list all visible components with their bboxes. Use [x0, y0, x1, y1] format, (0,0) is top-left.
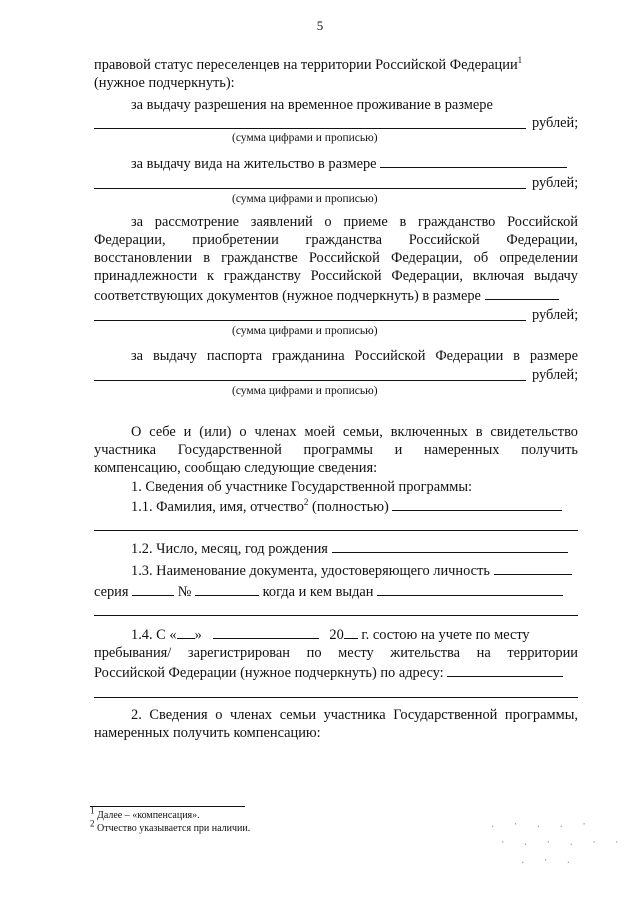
fee-passport: за выдачу паспорта гражданина Российской Федерации в размере: [131, 348, 578, 364]
issued-field-2[interactable]: [94, 615, 578, 616]
fee-citizenship-field-2[interactable]: [94, 320, 526, 321]
footnote-1-text: Далее – «компенсация».: [97, 810, 200, 821]
intro-line-2: (нужное подчеркнуть):: [94, 75, 235, 91]
fee-citizenship-line-1: за рассмотрение заявлений о приеме в гражданство Российской: [131, 214, 578, 230]
fee-passport-unit: рублей;: [532, 367, 579, 383]
fee-residence-permit-unit: рублей;: [532, 175, 579, 191]
fee-residence-permit: [131, 154, 567, 173]
section-2-line-1: 2. Сведения о членах семьи участника Государственной программы,: [131, 707, 578, 723]
year-field[interactable]: [344, 625, 358, 639]
section-1-title: 1. Сведения об участнике Государственной программы:: [131, 479, 472, 495]
id-document-field[interactable]: [494, 561, 572, 575]
about-line-2: участника Государственной программы и намеренных получить: [94, 442, 578, 458]
item-1-2-label: 1.2. Число, месяц, год рождения: [131, 541, 328, 557]
item-1-1: [131, 497, 562, 516]
fee-citizenship-line-2: Федерации, приобретении гражданства Российской Федерации,: [94, 232, 578, 248]
sum-caption-2: (сумма цифрами и прописью): [232, 193, 378, 205]
about-line-1: О себе и (или) о членах моей семьи, включенных в свидетельство: [131, 424, 578, 440]
item-1-4-quote: »: [194, 627, 202, 643]
number-label: №: [177, 584, 192, 600]
about-line-3: компенсацию, сообщаю следующие сведения:: [94, 460, 378, 476]
item-1-4-start: 1.4. С «: [131, 627, 177, 643]
fee-residence-permit-text: за выдачу вида на жительство в размере: [131, 156, 377, 172]
footnote-separator: [90, 806, 245, 807]
sum-caption-1: (сумма цифрами и прописью): [232, 132, 378, 144]
sum-caption-3: (сумма цифрами и прописью): [232, 325, 378, 337]
number-field[interactable]: [195, 582, 259, 596]
address-field-1[interactable]: [447, 663, 563, 677]
fee-citizenship-line-5: [94, 286, 559, 305]
footnote-ref-1: 1: [517, 55, 523, 66]
month-field[interactable]: [213, 625, 319, 639]
fee-citizenship-line-4: принадлежности к гражданству Российской Федерации, включая выдачу: [94, 268, 578, 284]
issued-label: когда и кем выдан: [262, 584, 374, 600]
fee-passport-field[interactable]: [94, 380, 526, 381]
section-2-line-2: намеренных получить компенсацию:: [94, 725, 321, 741]
item-1-4-line-3-text: Российской Федерации (нужное подчеркнуть) по адресу:: [94, 665, 444, 681]
birth-date-field[interactable]: [332, 539, 568, 553]
full-name-field-1[interactable]: [392, 497, 562, 511]
scan-specks-3: . · .: [520, 856, 578, 866]
id-document-details: [94, 582, 563, 601]
fee-residence-permit-field-1[interactable]: [380, 154, 567, 168]
fee-temporary-residence-field[interactable]: [94, 128, 526, 129]
sum-caption-4: (сумма цифрами и прописью): [232, 385, 378, 397]
footnote-1: [90, 805, 200, 822]
fee-citizenship-text: соответствующих документов (нужное подчеркнуть) в размере: [94, 288, 481, 304]
page-number: 5: [316, 18, 324, 33]
footnote-2-mark: 2: [90, 818, 95, 829]
item-1-4-line-3: [94, 663, 563, 682]
item-1-2: [131, 539, 568, 558]
fee-citizenship-unit: рублей;: [532, 307, 579, 323]
series-field[interactable]: [132, 582, 174, 596]
fee-temporary-residence: за выдачу разрешения на временное проживание в размере: [131, 97, 493, 113]
intro-line-1: [94, 56, 522, 74]
item-1-1-label: 1.1. Фамилия, имя, отчество: [131, 499, 304, 515]
item-1-4-tail: г. состою на учете по месту: [361, 627, 530, 643]
issued-field-1[interactable]: [377, 582, 563, 596]
footnote-ref-2: 2: [303, 497, 309, 508]
footnote-1-mark: 1: [90, 805, 95, 816]
day-field[interactable]: [177, 625, 195, 639]
footnote-2: [90, 818, 251, 835]
intro-text: правовой статус переселенцев на территории Российской Федерации: [94, 57, 518, 73]
item-1-1-tail: (полностью): [312, 499, 389, 515]
fee-citizenship-field-1[interactable]: [485, 286, 559, 300]
item-1-4-line-1: [131, 625, 530, 644]
item-1-3: [131, 561, 572, 580]
item-1-4-line-2: пребывания/ зарегистрирован по месту жительства на территории: [94, 645, 578, 661]
address-field-2[interactable]: [94, 697, 578, 698]
fee-temporary-residence-unit: рублей;: [532, 115, 579, 131]
full-name-field-2[interactable]: [94, 530, 578, 531]
footnote-2-text: Отчество указывается при наличии.: [97, 823, 251, 834]
item-1-3-label: 1.3. Наименование документа, удостоверяющего личность: [131, 563, 490, 579]
series-label: серия: [94, 584, 129, 600]
fee-residence-permit-field-2[interactable]: [94, 188, 526, 189]
scan-specks-2: · . · . · ·: [500, 838, 626, 848]
scan-specks-1: . · . . ·: [490, 820, 593, 830]
fee-citizenship-line-3: восстановлении в гражданстве Российской Федерации, об определении: [94, 250, 578, 266]
item-1-4-year: 20: [329, 627, 344, 643]
